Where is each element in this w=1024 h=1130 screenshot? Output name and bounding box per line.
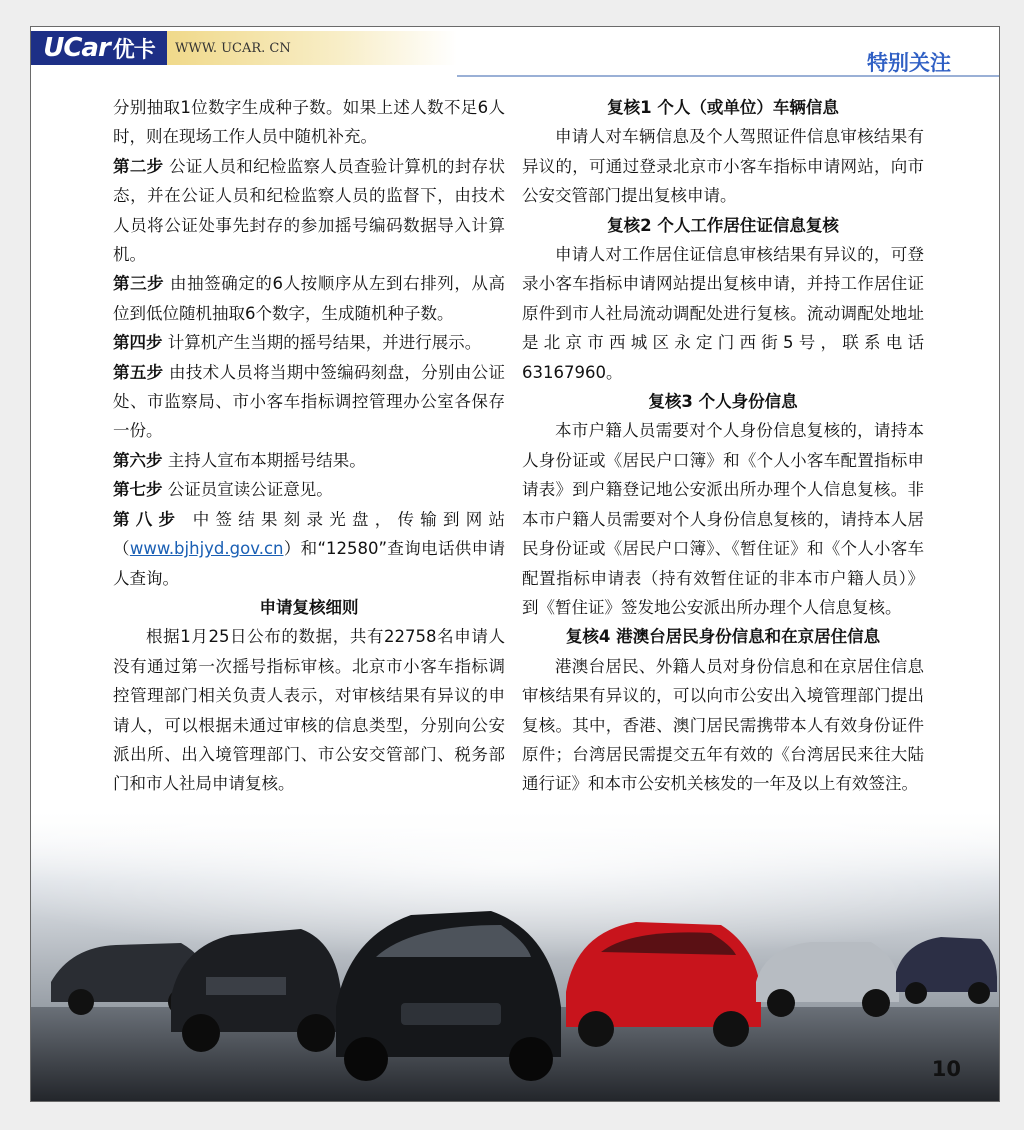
step-5 (113, 358, 505, 446)
review-paragraph: 根据1月25日公布的数据，共有22758名申请人没有通过第一次摇号指标审核。北京市小客车指标调控管理部门相关负责人表示，对审核结果有异议的申请人，可以根据未通过审核的信息类型，分别向公安派出所、出入境管理部门、市公安交管部门、税务部门和市人社局申请复核。 (113, 627, 505, 794)
step-7 (113, 475, 505, 504)
page-number: 10 (931, 1057, 961, 1081)
step-label: 第六步 (113, 450, 163, 470)
step-text: 由技术人员将当期中签编码刻盘，分别由公证处、市监察局、市小客车指标调控管理办公室各保存一份。 (113, 362, 506, 441)
step-label: 第七步 (113, 480, 163, 500)
review-3-text: 本市户籍人员需要对个人身份信息复核的，请持本人身份证或《居民户口簿》和《个人小客车配置指标申请表》到户籍登记地公安派出所办理个人信息复核。非本市户籍人员需要对个人身份信息复核的，请持本人居民身份证或《居民户口簿》、《暂住证》和《个人小客车配置指标申请表（持有效暂住证的非本市户籍人员）》到《暂住证》签发地公安派出所办理个人信息复核。 (522, 421, 924, 617)
step-text: 公证人员和纪检监察人员查验计算机的封存状态，并在公证人员和纪检监察人员的监督下，由技术人员将公证处事先封存的参加摇号编码数据导入计算机。 (113, 156, 506, 265)
step-label: 第二步 (113, 156, 164, 176)
site-url: WWW. UCAR. CN (167, 31, 457, 65)
review-2-heading: 复核2 个人工作居住证信息复核 (607, 215, 839, 235)
review-4-text: 港澳台居民、外籍人员对身份信息和在京居住信息审核结果有异议的，可以向市公安出入境管理部门提出复核。其中，香港、澳门居民需携带本人有效身份证件原件；台湾居民需提交五年有效的《台湾居民来往大陆通行证》和本市公安机关核发的一年及以上有效签注。 (522, 656, 924, 794)
step-text: 中签结果刻录光盘，传输到网站（ (113, 509, 505, 559)
step-label: 第四步 (113, 333, 163, 353)
step-text: 主持人宣布本期摇号结果。 (162, 450, 366, 470)
step-4 (113, 328, 505, 357)
left-column (113, 93, 505, 799)
header-divider (457, 75, 999, 77)
website-link[interactable]: www.bjhjyd.gov.cn (129, 539, 284, 559)
step-text: 由抽签确定的6人按顺序从左到右排列，从高位到低位随机抽取6个数字，生成随机种子数。 (113, 274, 505, 323)
magazine-page (30, 26, 1000, 1102)
review-4-heading: 复核4 港澳台居民身份信息和在京居住信息 (565, 627, 881, 647)
review-1-text: 申请人对车辆信息及个人驾照证件信息审核结果有异议的，可通过登录北京市小客车指标申请网站，向市公安交管部门提出复核申请。 (522, 127, 924, 206)
car-lineup-image (31, 807, 999, 1101)
logo-cn: 优卡 (112, 37, 155, 63)
page-header (31, 27, 999, 79)
review-1-heading: 复核1 个人（或单位）车辆信息 (607, 98, 839, 117)
step-6 (113, 446, 505, 475)
review-heading: 申请复核细则 (259, 597, 359, 617)
step-3 (113, 269, 505, 328)
step-text: 公证员宣读公证意见。 (162, 480, 333, 500)
ucar-logo (31, 31, 167, 65)
logo-latin: UCar (43, 33, 110, 63)
intro-paragraph: 分别抽取1位数字生成种子数。如果上述人数不足6人时，则在现场工作人员中随机补充。 (113, 98, 505, 147)
step-label: 第八步 (113, 509, 182, 529)
step-8 (113, 505, 505, 593)
step-2 (113, 152, 505, 270)
step-text: ）和“12580”查询电话供申请人查询。 (113, 539, 505, 588)
review-2-text: 申请人对工作居住证信息审核结果有异议的，可登录小客车指标申请网站提出复核申请，并持工作居住证原件到市人社局流动调配处进行复核。流动调配处地址是北京市西城区永定门西街5号，联系电话63167960。 (522, 245, 924, 382)
step-text: 计算机产生当期的摇号结果，并进行展示。 (162, 333, 482, 353)
step-label: 第三步 (113, 274, 165, 294)
section-title: 特别关注 (867, 51, 951, 75)
step-label: 第五步 (113, 362, 164, 382)
review-3-heading: 复核3 个人身份信息 (648, 392, 798, 412)
right-column (522, 93, 924, 799)
